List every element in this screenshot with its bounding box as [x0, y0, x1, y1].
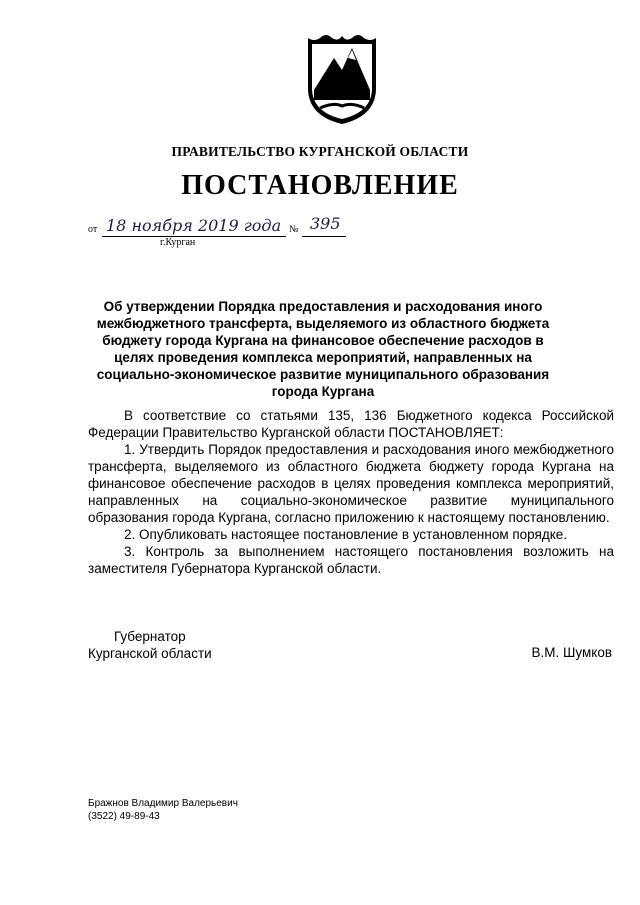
from-label: от: [88, 224, 98, 235]
executor-info: [88, 797, 238, 823]
paragraph: 3. Контроль за выполнением настоящего постановления возложить на заместителя Губернатора Курганской области.: [88, 544, 614, 576]
dateline: [88, 216, 388, 260]
government-name: ПРАВИТЕЛЬСТВО КУРГАНСКОЙ ОБЛАСТИ: [171, 144, 469, 159]
executor-name: Бражнов Владимир Валерьевич: [88, 798, 238, 809]
handwritten-date: 18 ноября 2019 года: [106, 216, 282, 235]
paragraph: 2. Опубликовать настоящее постановление в установленном порядке.: [124, 527, 568, 542]
document-title: Об утверждении Порядка предоставления и расходования иного межбюджетного трансферта, выделяемого из областного бюджета бюджету города Кургана на финансовое обеспечение расходов в целях проведения комплекса мероприятий, направленных на социально-экономическое развитие муниципального образования города Кургана: [96, 299, 550, 399]
document-type: ПОСТАНОВЛЕНИЕ: [181, 170, 459, 201]
city: г.Курган: [160, 237, 196, 248]
executor-phone: (3522) 49-89-43: [88, 811, 160, 822]
coat-of-arms-icon: [304, 18, 380, 128]
document-body: [88, 407, 614, 577]
signatory-position: [88, 628, 212, 662]
position-line: Курганской области: [88, 646, 212, 661]
paragraph: В соответствие со статьями 135, 136 Бюджетного кодекса Российской Федерации Правительство Курганской области ПОСТАНОВЛЯЕТ:: [88, 408, 614, 440]
position-line: Губернатор: [114, 629, 186, 644]
handwritten-number: 395: [310, 214, 341, 233]
number-label: №: [289, 224, 299, 235]
paragraph: 1. Утвердить Порядок предоставления и расходования иного межбюджетного трансферта, выделяемого из областного бюджета бюджету города Кургана на финансовое обеспечение расходов в целях проведения комплекса мероприятий, направленных на социально-экономическое развитие муниципального образования города Кургана, согласно приложению к настоящему постановлению.: [88, 442, 614, 525]
signatory-name: В.М. Шумков: [531, 645, 612, 660]
